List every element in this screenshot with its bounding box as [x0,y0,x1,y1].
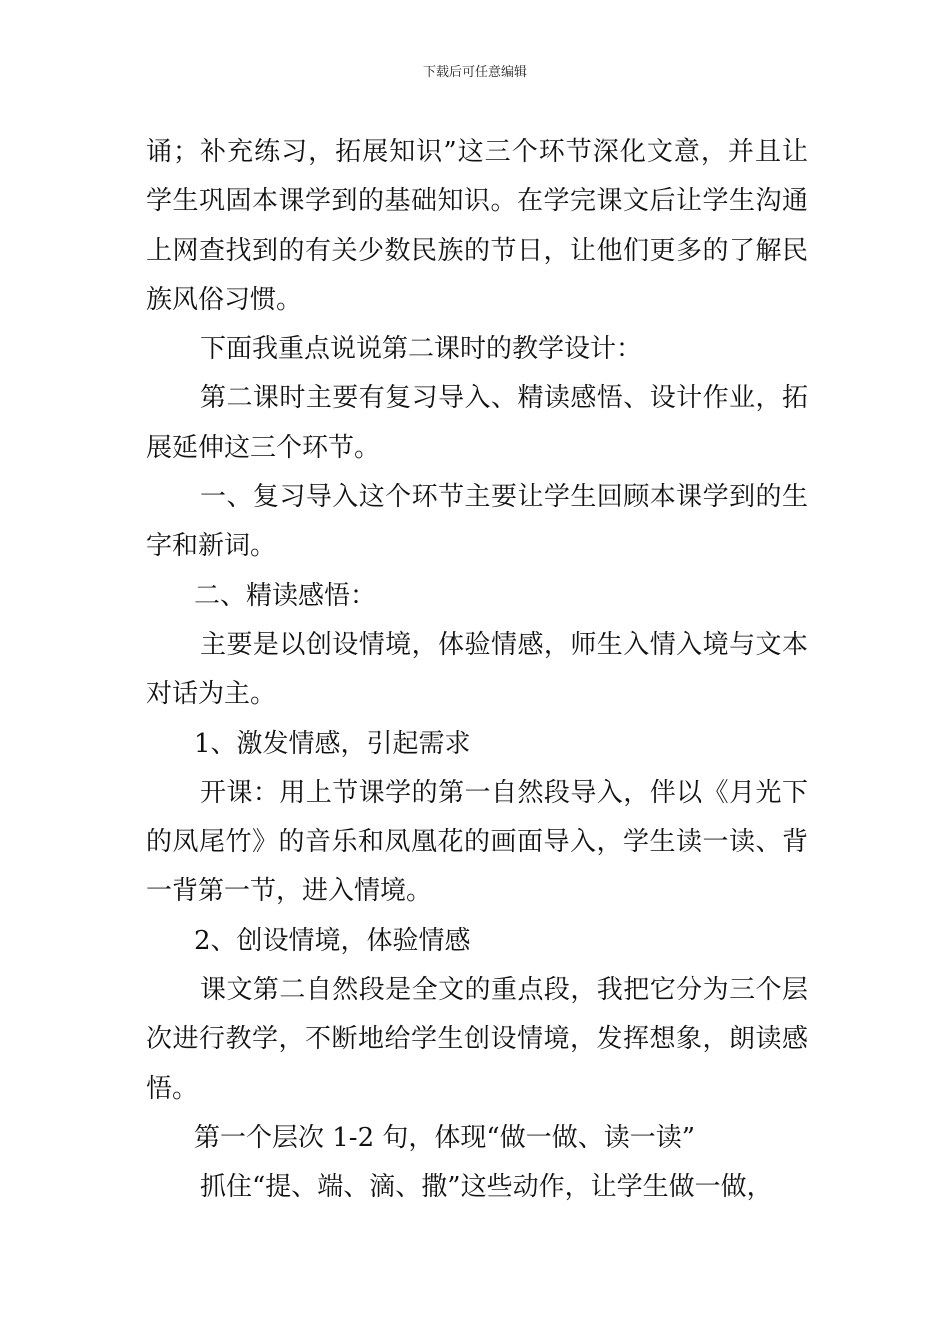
paragraph-10: 课文第二自然段是全文的重点段，我把它分为三个层次进行教学，不断地给学生创设情境，发挥想象，朗读感悟。 [146,975,808,1104]
paragraph-1: 诵；补充练习，拓展知识”这三个环节深化文意，并且让学生巩固本课学到的基础知识。在学完课文后让学生沟通上网查找到的有关少数民族的节日，让他们更多的了解民族风俗习惯。 [146,137,808,315]
paragraph-12: 抓住“提、端、滴、撒”这些动作，让学生做一做， [200,1172,773,1203]
paragraph-6: 主要是以创设情境，体验情感，师生入情入境与文本对话为主。 [146,629,808,710]
paragraph-2: 下面我重点说说第二课时的教学设计： [200,334,643,365]
paragraph-7: 1、激发情感，引起需求 [194,728,471,759]
paragraph-3: 第二课时主要有复习导入、精读感悟、设计作业，拓展延伸这三个环节。 [146,383,808,463]
paragraph-9: 2、创设情境，体验情感 [194,925,471,956]
document-body [146,128,808,1213]
page-header-note: 下载后可任意编辑 [422,65,527,80]
paragraph-11: 第一个层次 1-2 句，体现“做一做、读一读” [194,1122,695,1153]
paragraph-8: 开课：用上节课学的第一自然段导入，伴以《月光下的凤尾竹》的音乐和凤凰花的画面导入，学生读一读、背一背第一节，进入情境。 [146,777,808,907]
paragraph-4: 一、复习导入这个环节主要让学生回顾本课学到的生字和新词。 [146,482,808,562]
paragraph-5: 二、精读感悟： [194,580,377,611]
